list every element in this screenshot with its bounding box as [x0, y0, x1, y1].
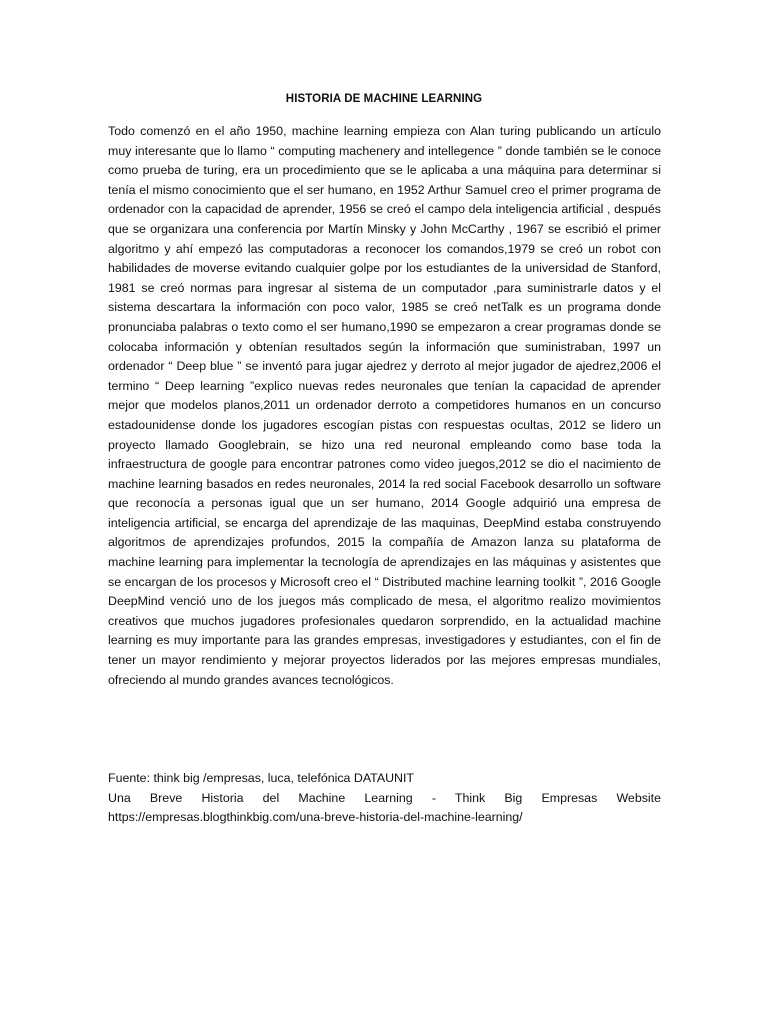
source-url: https://empresas.blogthinkbig.com/una-breve-historia-del-machine-learning/	[108, 810, 523, 825]
document-title: HISTORIA DE MACHINE LEARNING	[285, 93, 483, 105]
source-label: Fuente: think big /empresas, luca, telefónica DATAUNIT	[108, 771, 414, 785]
source-title: Una Breve Historia del Machine Learning - Think Big Empresas Website	[108, 790, 661, 805]
document-body: Todo comenzó en el año 1950, machine learning empieza con Alan turing publicando un artículo muy interesante que lo llamo “ computing machenery and intellegence ” donde también se le conoce como prueba de turing, era un procedimiento que se le aplicaba a una máquina para determinar si tenía el mismo conocimiento que el ser humano, en 1952 Arthur Samuel creo el primer programa de ordenador con la capacidad de aprender, 1956 se creó el campo dela inteligencia artificial , después que se organizara una conferencia por Martín Minsky y John McCarthy , 1967 se escribió el primer algoritmo y ahí empezó las computadoras a reconocer los comandos,1979 se creó un robot con habilidades de moverse evitando cualquier golpe por los estudiantes de la universidad de Stanford, 1981 se creó normas para ingresar al sistema de un computador ,para suministrarle datos y el sistema descartara la información con poco valor, 1985 se creó netTalk es un programa donde pronunciaba palabras o texto como el ser humano,1990 se empezaron a crear programas donde se colocaba información y obtenían resultados según la información que suministraban, 1997 un ordenador “ Deep blue ” se inventó para jugar ajedrez y derroto al mejor jugador de ajedrez,2006 el termino “ Deep learning ”explico nuevas redes neuronales que tenían la capacidad de aprender mejor que modelos planos,2011 un ordenador derroto a competidores humanos en un concurso estadounidense donde los jugadores escogían pistas con respuestas ocultas, 2012 se lidero un proyecto llamado Googlebrain, se hizo una red neuronal empleando como base toda la infraestructura de google para encontrar patrones como video juegos,2012 se dio el nacimiento de machine learning basados en redes neuronales, 2014 la red social Facebook desarrollo un software que reconocía a personas igual que un ser humano, 2014 Google adquirió una empresa de inteligencia artificial, se encarga del aprendizaje de las maquinas, DeepMind estaba construyendo algoritmos de aprendizajes profundos, 2015 la compañía de Amazon lanza su plataforma de machine learning para implementar la tecnología de aprendizajes en las máquinas y asistentes que se encargan de los procesos y Microsoft creo el “ Distributed machine learning toolkit ”, 2016 Google DeepMind venció uno de los juegos más complicado de mesa, el algoritmo realizo movimientos creativos que muchos jugadores profesionales quedaron sorprendido, en la actualidad machine learning es muy importante para las grandes empresas, investigadores y estudiantes, con el fin de tener un mayor rendimiento y mejorar proyectos liderados por las mejores empresas mundiales, ofreciendo al mundo grandes avances tecnológicos.	[108, 124, 661, 687]
source-section	[108, 769, 661, 828]
